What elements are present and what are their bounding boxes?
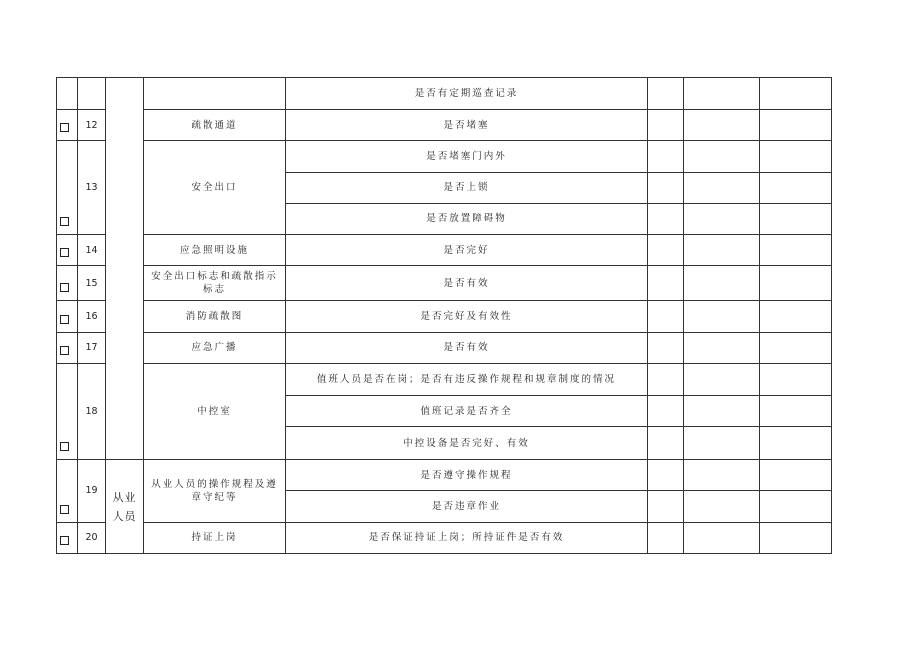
blank-cell	[684, 522, 760, 553]
blank-cell	[648, 266, 684, 301]
number-cell: 19	[78, 460, 106, 522]
blank-cell	[648, 172, 684, 203]
table-row	[57, 110, 832, 141]
blank-cell	[760, 141, 832, 172]
blank-cell	[684, 332, 760, 363]
blank-cell	[684, 491, 760, 522]
blank-cell	[648, 491, 684, 522]
category-cell: 从业人员	[106, 460, 144, 554]
check-cell: 是否放置障碍物	[286, 203, 648, 234]
checkbox-cell	[57, 363, 78, 460]
row-checkbox[interactable]	[60, 315, 69, 324]
blank-cell	[648, 110, 684, 141]
check-cell: 是否完好	[286, 234, 648, 265]
blank-cell	[684, 78, 760, 110]
row-checkbox[interactable]	[60, 346, 69, 355]
checkbox-cell	[57, 522, 78, 553]
item-cell: 安全出口标志和疏散指示 标志	[144, 266, 286, 301]
blank-cell	[684, 110, 760, 141]
table-row	[57, 234, 832, 265]
blank-cell	[760, 234, 832, 265]
item-cell: 中控室	[144, 363, 286, 460]
check-cell: 中控设备是否完好、有效	[286, 427, 648, 460]
check-cell: 是否保证持证上岗；所持证件是否有效	[286, 522, 648, 553]
item-cell: 持证上岗	[144, 522, 286, 553]
blank-cell	[760, 172, 832, 203]
check-cell: 是否违章作业	[286, 491, 648, 522]
checkbox-cell	[57, 141, 78, 235]
checkbox-cell	[57, 110, 78, 141]
item-cell: 消防疏散图	[144, 301, 286, 332]
blank-cell	[760, 363, 832, 395]
blank-cell	[684, 234, 760, 265]
blank-cell	[760, 491, 832, 522]
blank-cell	[760, 427, 832, 460]
number-cell	[78, 78, 106, 110]
blank-cell	[648, 78, 684, 110]
blank-cell	[760, 266, 832, 301]
blank-cell	[648, 522, 684, 553]
item-cell: 疏散通道	[144, 110, 286, 141]
table-row	[57, 78, 832, 110]
checkbox-cell	[57, 266, 78, 301]
inspection-table-sheet	[56, 77, 831, 554]
blank-cell	[760, 522, 832, 553]
blank-cell	[760, 110, 832, 141]
checkbox-cell	[57, 460, 78, 522]
number-cell: 20	[78, 522, 106, 553]
blank-cell	[760, 395, 832, 426]
checkbox-cell	[57, 301, 78, 332]
blank-cell	[648, 460, 684, 491]
row-checkbox[interactable]	[60, 442, 69, 451]
check-cell: 是否有效	[286, 332, 648, 363]
blank-cell	[684, 460, 760, 491]
blank-cell	[684, 395, 760, 426]
table-row	[57, 332, 832, 363]
blank-cell	[760, 78, 832, 110]
check-cell: 是否遵守操作规程	[286, 460, 648, 491]
checkbox-cell	[57, 332, 78, 363]
category-cell	[106, 78, 144, 460]
blank-cell	[648, 301, 684, 332]
check-cell: 值班人员是否在岗；是否有违反操作规程和规章制度的情况	[286, 363, 648, 395]
check-cell: 值班记录是否齐全	[286, 395, 648, 426]
check-cell: 是否堵塞门内外	[286, 141, 648, 172]
inspection-table	[56, 77, 832, 554]
blank-cell	[760, 460, 832, 491]
number-cell: 14	[78, 234, 106, 265]
item-cell	[144, 78, 286, 110]
table-row	[57, 141, 832, 172]
number-cell: 12	[78, 110, 106, 141]
check-cell: 是否有效	[286, 266, 648, 301]
item-cell: 从业人员的操作规程及遵 章守纪等	[144, 460, 286, 522]
number-cell: 17	[78, 332, 106, 363]
table-row	[57, 301, 832, 332]
blank-cell	[684, 427, 760, 460]
blank-cell	[684, 301, 760, 332]
number-cell: 16	[78, 301, 106, 332]
blank-cell	[648, 141, 684, 172]
blank-cell	[760, 203, 832, 234]
blank-cell	[648, 234, 684, 265]
check-cell: 是否上锁	[286, 172, 648, 203]
table-row	[57, 460, 832, 491]
row-checkbox[interactable]	[60, 505, 69, 514]
row-checkbox[interactable]	[60, 217, 69, 226]
blank-cell	[648, 427, 684, 460]
table-row	[57, 522, 832, 553]
blank-cell	[684, 172, 760, 203]
table-row	[57, 266, 832, 301]
row-checkbox[interactable]	[60, 283, 69, 292]
blank-cell	[648, 363, 684, 395]
blank-cell	[760, 301, 832, 332]
item-cell: 应急照明设施	[144, 234, 286, 265]
checkbox-cell	[57, 234, 78, 265]
item-cell: 应急广播	[144, 332, 286, 363]
blank-cell	[684, 363, 760, 395]
check-cell: 是否完好及有效性	[286, 301, 648, 332]
row-checkbox[interactable]	[60, 123, 69, 132]
blank-cell	[684, 203, 760, 234]
number-cell: 13	[78, 141, 106, 235]
number-cell: 15	[78, 266, 106, 301]
table-row	[57, 363, 832, 395]
number-cell: 18	[78, 363, 106, 460]
check-cell: 是否堵塞	[286, 110, 648, 141]
blank-cell	[648, 332, 684, 363]
check-cell: 是否有定期巡查记录	[286, 78, 648, 110]
checkbox-cell	[57, 78, 78, 110]
item-cell: 安全出口	[144, 141, 286, 235]
blank-cell	[684, 141, 760, 172]
row-checkbox[interactable]	[60, 248, 69, 257]
blank-cell	[760, 332, 832, 363]
blank-cell	[684, 266, 760, 301]
blank-cell	[648, 203, 684, 234]
blank-cell	[648, 395, 684, 426]
row-checkbox[interactable]	[60, 536, 69, 545]
